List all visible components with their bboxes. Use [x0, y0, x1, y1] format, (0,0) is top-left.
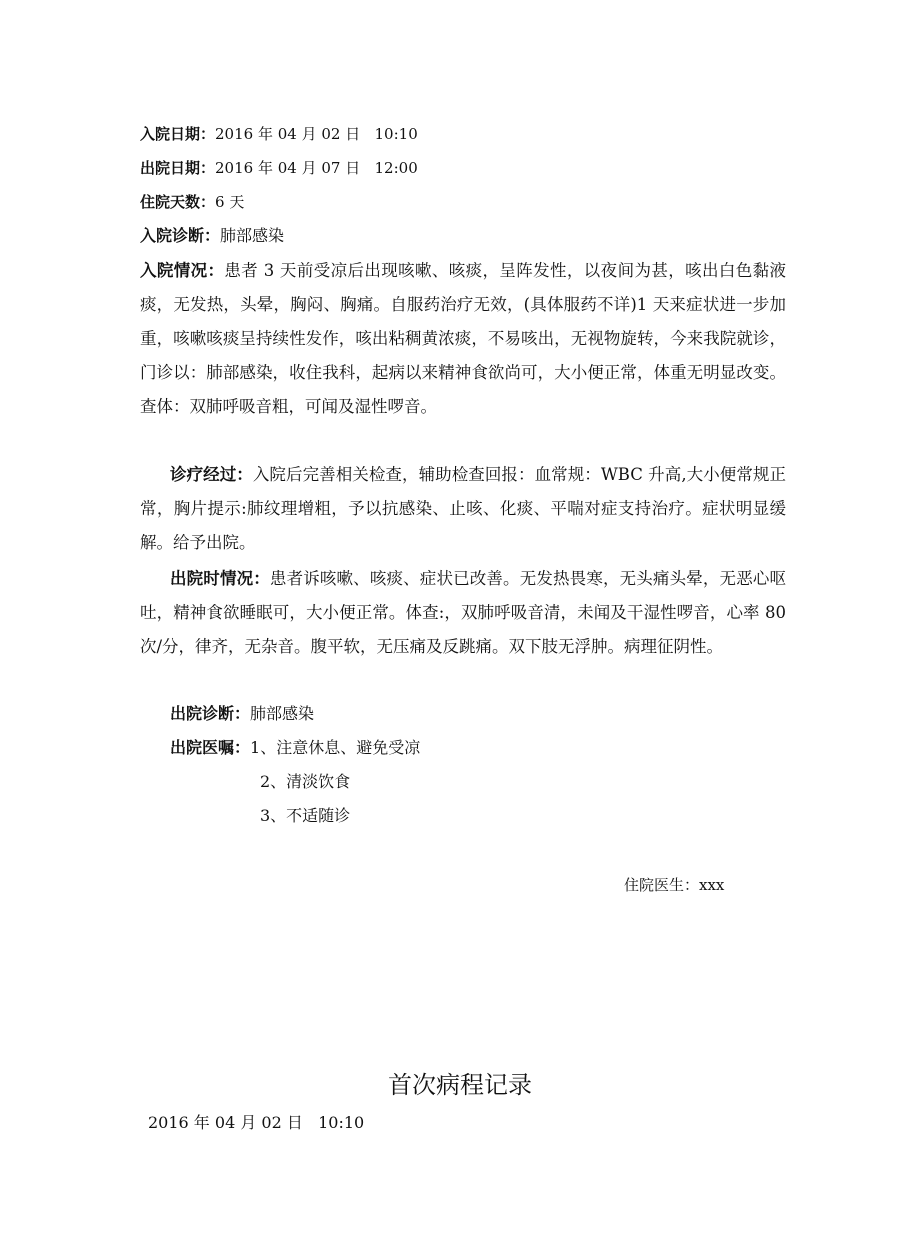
- discharge-order-item: 3、不适随诊: [260, 806, 351, 825]
- stay-days-label: 住院天数：: [140, 193, 216, 211]
- discharge-date-value: 2016 年 04 月 07 日 12:00: [215, 159, 418, 177]
- admit-date-value: 2016 年 04 月 02 日 10:10: [215, 125, 418, 143]
- discharge-order-item: 1、注意休息、避免受凉: [250, 738, 421, 757]
- first-record-date: 2016 年 04 月 02 日 10:10: [148, 1113, 365, 1132]
- treatment-label: 诊疗经过：: [170, 465, 253, 484]
- doctor-name: xxx: [699, 876, 725, 894]
- discharge-order-item: 2、清淡饮食: [260, 772, 351, 791]
- discharge-status-paragraph: [140, 562, 786, 664]
- admission-status-label: 入院情况：: [140, 261, 225, 280]
- treatment-text: 入院后完善相关检查，辅助检查回报：血常规：WBC 升高,大小便常规正常，胸片提示:肺纹理增粗，予以抗感染、止咳、化痰、平喘对症支持治疗。症状明显缓解。给予出院。: [140, 465, 786, 552]
- admission-status-paragraph: [140, 254, 786, 424]
- treatment-paragraph: [140, 458, 786, 560]
- admit-diagnosis-label: 入院诊断：: [140, 226, 221, 245]
- admit-diagnosis-line: [140, 226, 284, 246]
- discharge-status-label: 出院时情况：: [170, 569, 270, 588]
- admit-date-line: [140, 124, 418, 144]
- first-record-title: 首次病程记录: [388, 1071, 532, 1099]
- doctor-label: 住院医生：: [624, 876, 700, 894]
- doctor-signature-line: [624, 874, 724, 895]
- admission-status-text: 患者 3 天前受凉后出现咳嗽、咳痰，呈阵发性，以夜间为甚，咳出白色黏液痰，无发热，头晕，胸闷、胸痛。自服药治疗无效，(具体服药不详)1 天来症状进一步加重，咳嗽咳痰呈持续性发作，咳出粘稠黄浓痰，不易咳出，无视物旋转，今来我院就诊，门诊以：肺部感染，收住我科，起病以来精神食欲尚可，大小便正常，体重无明显改变。查体：双肺呼吸音粗，可闻及湿性啰音。: [140, 261, 787, 416]
- discharge-diagnosis-line: [170, 704, 314, 724]
- admit-diagnosis-value: 肺部感染: [220, 226, 285, 245]
- discharge-date-label: 出院日期：: [140, 159, 216, 177]
- stay-days-value: 6 天: [215, 193, 245, 211]
- discharge-status-text: 患者诉咳嗽、咳痰、症状已改善。无发热畏寒，无头痛头晕，无恶心呕吐，精神食欲睡眠可，大小便正常。体查:，双肺呼吸音清，未闻及干湿性啰音，心率 80 次/分，律齐，无杂音。腹平软，无压痛及反跳痛。双下肢无浮肿。病理征阴性。: [140, 569, 787, 656]
- discharge-orders-label: 出院医嘱：: [170, 738, 251, 757]
- discharge-date-line: [140, 158, 418, 178]
- stay-days-line: [140, 192, 244, 212]
- discharge-diagnosis-label: 出院诊断：: [170, 704, 251, 723]
- discharge-diagnosis-value: 肺部感染: [250, 704, 315, 723]
- admit-date-label: 入院日期：: [140, 125, 216, 143]
- discharge-orders-line: [170, 738, 420, 758]
